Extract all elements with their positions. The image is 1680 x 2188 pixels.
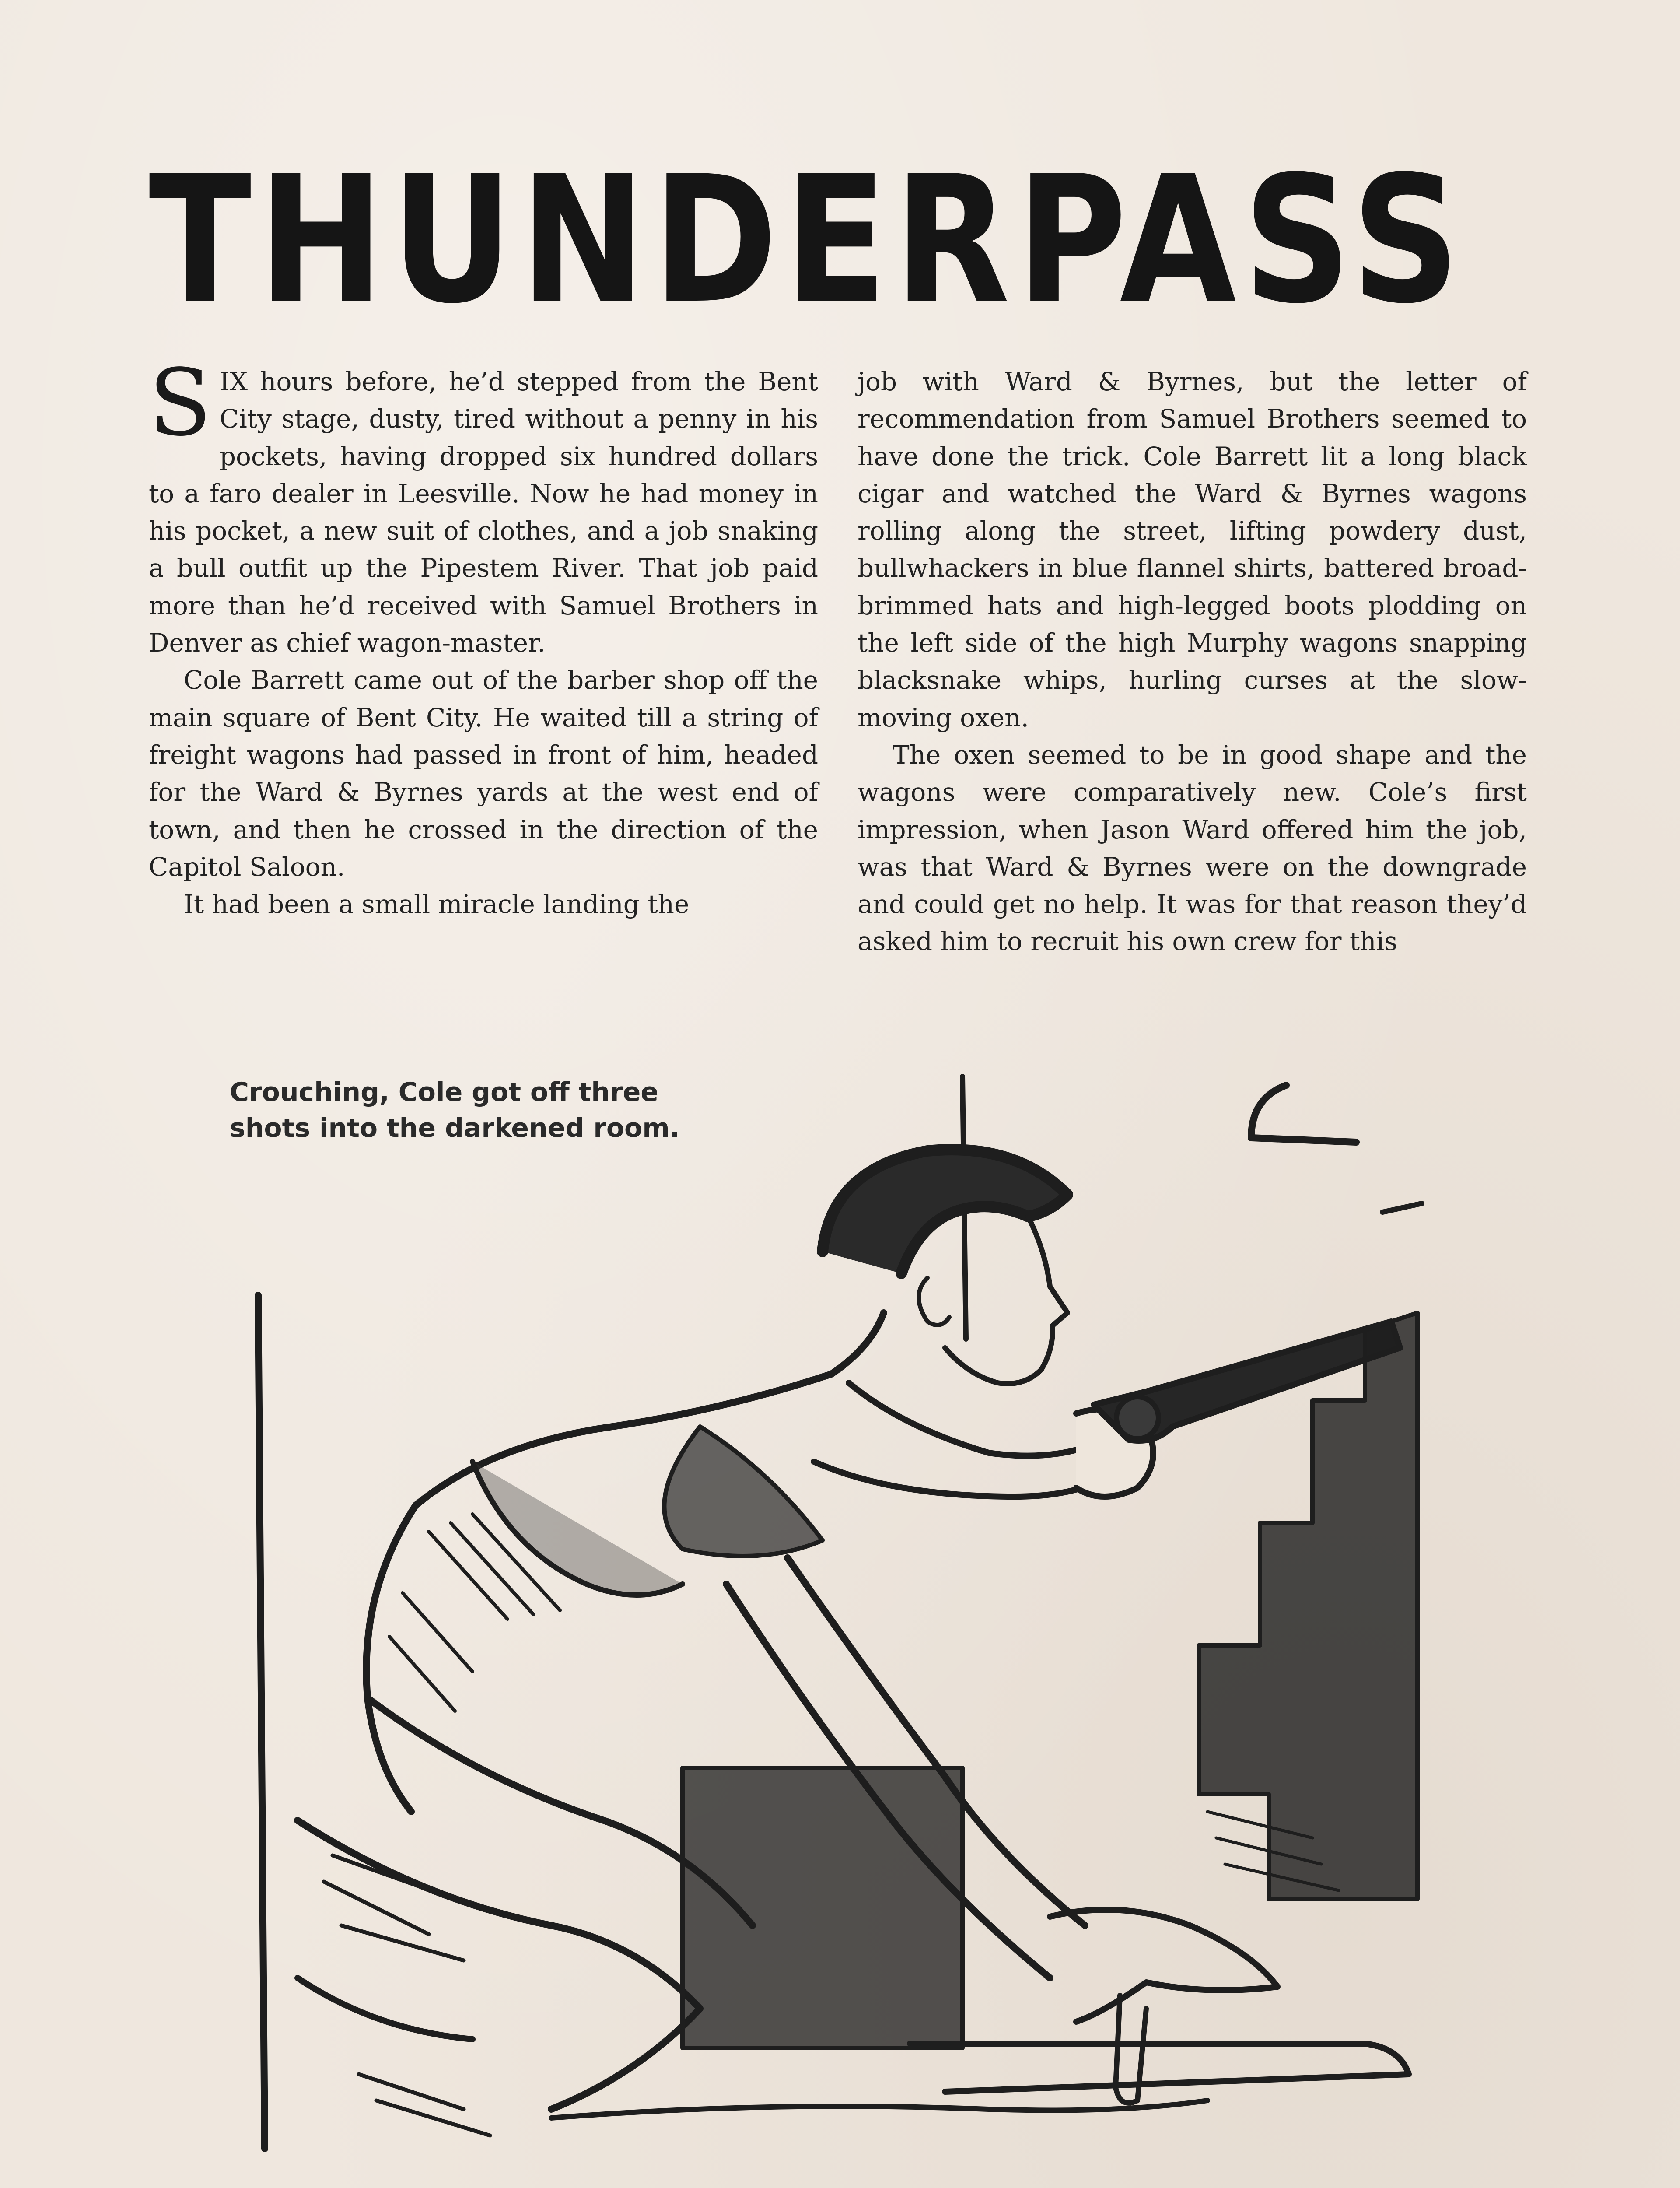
paragraph-4: job with Ward & Byrnes, but the letter of recommendation from Samuel Brothers seemed to have done the trick. Cole Barrett lit a long black cigar and watched the Ward & Byrnes wagons rolling along the street, lifting powdery dust, bullwhackers in blue flannel shirts, battered broad-brimmed hats and high-legged boots plodding on the left side of the high Murphy wagons snapping blacksnake whips, hurling curses at the slow-moving oxen. (858, 367, 1527, 733)
right-text-column (858, 363, 1527, 961)
paragraph-3: It had been a small miracle landing the (184, 889, 690, 919)
paragraph-5: The oxen seemed to be in good shape and the wagons were comparatively new. Cole’s first impression, when Jason Ward offered him the job, was that Ward & Byrnes were on the downgrade and could get no help. It was for that reason they’d asked him to recruit his own crew for this (858, 740, 1527, 957)
title-word-1: THUNDER (149, 139, 1017, 342)
story-title (149, 139, 1467, 342)
gunman-illustration (245, 1068, 1461, 2188)
paragraph-1 (149, 349, 818, 662)
paragraph-2: Cole Barrett came out of the barber shop off the main square of Bent City. He waited till a string of freight wagons had passed in front of him, headed for the Ward & Byrnes yards at the west end of town, and then he crossed in the direction of the Capitol Saloon. (149, 665, 818, 882)
paragraph-1-text: IX hours before, he’d stepped from the Bent City stage, dusty, tired without a penny in his pockets, having dropped six hundred dollars to a faro dealer in Leesville. Now he had money in his pocket, a new suit of clothes, and a job snaking a bull outfit up the Pipestem River. That job paid more than he’d received with Samuel Brothers in Denver as chief wagon-master. (149, 367, 818, 658)
left-text-column (149, 349, 818, 923)
drop-cap: S (149, 349, 212, 456)
illustration-caption: Crouching, Cole got off three shots into the darkened room. (230, 1077, 680, 1143)
title-word-2: PASS (1016, 139, 1467, 342)
